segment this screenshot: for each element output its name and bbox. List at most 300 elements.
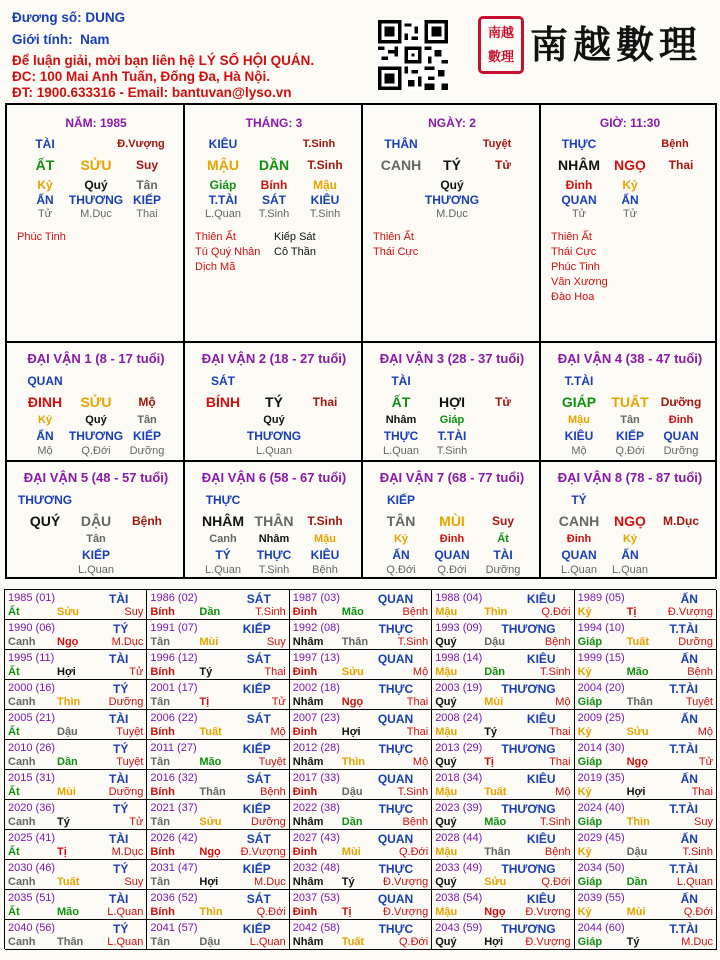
luck-branch: TUẤT <box>611 394 649 410</box>
year-branch: Tuất <box>341 936 365 948</box>
year-label: 2042 (58) <box>292 922 340 934</box>
year-branch: Dần <box>57 756 78 768</box>
year-life-stage: Bệnh <box>544 636 571 648</box>
year-life-stage: Đ.Vượng <box>383 876 429 888</box>
year-stem: Bính <box>150 846 175 858</box>
year-stem: Ất <box>8 666 20 678</box>
luck-title: ĐẠI VẬN 1 (8 - 17 tuổi) <box>27 351 165 366</box>
year-life-stage: Đ.Vượng <box>383 906 429 918</box>
special-star: Dịch Mã <box>195 261 236 273</box>
luck-hidden-god: ẤN <box>36 429 54 443</box>
year-branch: Sửu <box>199 816 222 828</box>
year-branch: Mão <box>484 816 507 828</box>
year-stem: Giáp <box>577 876 603 888</box>
year-branch: Sửu <box>341 666 364 678</box>
luck-hidden-god: KIÊU <box>310 548 340 562</box>
year-life-stage: Mộ <box>697 726 713 738</box>
hidden-stem: Quý <box>440 178 464 192</box>
luck-hidden-god: THƯƠNG <box>246 429 302 443</box>
hidden-ten-god: ẤN <box>36 193 54 207</box>
year-stem: Đinh <box>292 726 318 738</box>
year-label: 2010 (26) <box>8 742 56 754</box>
year-ten-god: ẤN <box>680 712 698 726</box>
year-life-stage: M.Dục <box>111 846 144 858</box>
year-stem: Canh <box>8 696 36 708</box>
luck-stem: NHÂM <box>202 513 244 529</box>
year-label: 2001 (17) <box>150 682 198 694</box>
year-stem: Đinh <box>292 666 318 678</box>
year-ten-god: THƯƠNG <box>501 802 556 816</box>
annual-cell <box>575 740 717 770</box>
year-label: 1989 (05) <box>577 592 625 604</box>
annual-cell <box>432 590 574 620</box>
year-stem: Giáp <box>577 756 603 768</box>
luck-hidden-stem: Mậu <box>568 414 590 426</box>
year-ten-god: THỰC <box>378 862 414 876</box>
brand-calligraphy: 南越數理 <box>530 22 703 67</box>
annual-cell <box>432 920 574 950</box>
year-stem: Giáp <box>577 636 603 648</box>
nap-am-status: Tuyệt <box>482 138 512 150</box>
luck-hidden-stage: T.Sinh <box>258 564 290 576</box>
luck-period-5 <box>7 462 185 579</box>
year-branch: Tý <box>199 666 213 678</box>
year-life-stage: Tuyệt <box>116 756 144 768</box>
year-branch: Tuất <box>626 636 649 648</box>
year-label: 1987 (03) <box>292 592 340 604</box>
luck-branch: THÂN <box>254 513 294 529</box>
hidden-life-stage: Tử <box>37 208 53 220</box>
year-label: 2031 (47) <box>150 862 198 874</box>
life-stage: Thai <box>668 158 694 172</box>
year-branch: Sửu <box>57 606 80 618</box>
annual-cell <box>5 920 147 950</box>
heavenly-stem: NHÂM <box>558 157 600 173</box>
earthly-branch: DẦN <box>258 157 290 173</box>
annual-cell <box>290 650 432 680</box>
year-label: 2030 (46) <box>8 862 56 874</box>
luck-period-4 <box>541 343 715 462</box>
year-stem: Quý <box>435 936 457 948</box>
year-label: 2040 (56) <box>8 922 56 934</box>
year-label: 1992 (08) <box>292 622 340 634</box>
luck-ten-god: T.TÀI <box>564 374 594 388</box>
year-stem: Nhâm <box>292 936 324 948</box>
gender-label: Giới tính: <box>12 32 73 47</box>
annual-cell <box>147 800 289 830</box>
hidden-stem: Đinh <box>565 178 593 192</box>
year-branch: Dần <box>341 816 363 828</box>
annual-cell <box>147 650 289 680</box>
year-branch: Thìn <box>341 756 366 768</box>
luck-ten-god: TÀI <box>391 374 411 388</box>
year-label: 2033 (49) <box>435 862 483 874</box>
luck-title: ĐẠI VẬN 5 (48 - 57 tuổi) <box>23 470 169 485</box>
year-ten-god: KIÊU <box>526 832 556 846</box>
year-ten-god: KIẾP <box>242 682 271 696</box>
year-ten-god: TÝ <box>113 742 129 756</box>
annual-cell <box>432 740 574 770</box>
year-branch: Dậu <box>341 786 363 798</box>
annual-cell <box>147 890 289 920</box>
year-life-stage: Bệnh <box>402 606 429 618</box>
year-life-stage: M.Dục <box>254 876 286 888</box>
special-star: Thái Cực <box>373 246 419 258</box>
year-branch: Tý <box>341 876 355 888</box>
annual-cell <box>575 710 717 740</box>
year-ten-god: T.TÀI <box>669 922 698 936</box>
year-label: 2002 (18) <box>292 682 340 694</box>
year-life-stage: Dưỡng <box>108 696 144 708</box>
year-life-stage: Q.Đới <box>541 876 571 888</box>
luck-hidden-stage: L.Quan <box>255 445 293 457</box>
annual-cell <box>575 590 717 620</box>
year-life-stage: T.Sinh <box>255 606 286 618</box>
annual-cell <box>290 770 432 800</box>
hidden-ten-god: THƯƠNG <box>68 193 124 207</box>
year-ten-god: TÝ <box>113 862 129 876</box>
annual-cell <box>5 770 147 800</box>
year-ten-god: THỰC <box>378 742 414 756</box>
year-stem: Đinh <box>292 606 318 618</box>
annual-cell <box>147 860 289 890</box>
year-ten-god: THƯƠNG <box>501 622 556 636</box>
year-ten-god: TÝ <box>113 802 129 816</box>
year-stem: Canh <box>8 636 36 648</box>
year-ten-god: SÁT <box>246 892 271 906</box>
pillar-title: THÁNG: 3 <box>245 116 303 130</box>
annual-cell <box>432 860 574 890</box>
year-ten-god: KIẾP <box>242 802 271 816</box>
year-branch: Tuất <box>199 726 222 738</box>
annual-cell <box>147 920 289 950</box>
year-stem: Mậu <box>435 726 458 738</box>
year-life-stage: Mộ <box>412 666 429 678</box>
annual-cell <box>290 800 432 830</box>
year-stem: Đinh <box>292 846 318 858</box>
earthly-branch: NGỌ <box>614 157 646 173</box>
luck-life-stage: Suy <box>491 514 515 528</box>
year-ten-god: THƯƠNG <box>501 682 556 696</box>
year-stem: Quý <box>435 876 457 888</box>
year-life-stage: Tử <box>698 756 713 768</box>
year-life-stage: Suy <box>266 636 286 648</box>
annual-cell <box>290 890 432 920</box>
year-branch: Ngọ <box>626 756 648 768</box>
year-label: 2041 (57) <box>150 922 198 934</box>
year-branch: Hợi <box>626 786 646 798</box>
luck-hidden-stem: Đinh <box>566 533 592 545</box>
year-label: 2019 (35) <box>577 772 625 784</box>
year-branch: Dậu <box>57 726 78 738</box>
year-branch: Tuất <box>57 876 80 888</box>
luck-branch: TÝ <box>265 394 283 410</box>
year-branch: Tý <box>626 936 640 948</box>
qr-code[interactable] <box>378 20 448 90</box>
year-ten-god: THƯƠNG <box>501 922 556 936</box>
year-stem: Mậu <box>435 846 458 858</box>
luck-hidden-stem: Đinh <box>668 414 694 426</box>
year-ten-god: SÁT <box>246 592 271 606</box>
year-stem: Ất <box>8 786 20 798</box>
luck-hidden-god: KIẾP <box>615 429 645 443</box>
year-label: 2004 (20) <box>577 682 625 694</box>
year-stem: Ất <box>8 726 20 738</box>
year-life-stage: Mộ <box>270 726 286 738</box>
year-label: 2000 (16) <box>8 682 56 694</box>
luck-hidden-god: QUAN <box>561 548 597 562</box>
year-label: 1996 (12) <box>150 652 198 664</box>
year-ten-god: TÝ <box>113 922 129 936</box>
annual-cell <box>290 620 432 650</box>
luck-hidden-god: KIÊU <box>564 429 594 443</box>
heavenly-stem: ẤT <box>35 157 55 173</box>
luck-hidden-stage: L.Quan <box>611 564 649 576</box>
luck-hidden-god: ẤN <box>392 548 410 562</box>
year-ten-god: KIÊU <box>526 592 556 606</box>
year-stem: Mậu <box>435 666 458 678</box>
year-label: 2008 (24) <box>435 712 483 724</box>
year-ten-god: THƯƠNG <box>501 742 556 756</box>
year-life-stage: Tuyệt <box>685 696 713 708</box>
annual-cell <box>432 710 574 740</box>
year-stem: Canh <box>8 876 36 888</box>
year-label: 2013 (29) <box>435 742 483 754</box>
year-life-stage: M.Dục <box>681 936 713 948</box>
year-label: 1997 (13) <box>292 652 340 664</box>
year-stem: Quý <box>435 816 457 828</box>
year-label: 2034 (50) <box>577 862 625 874</box>
year-life-stage: L.Quan <box>107 906 144 918</box>
year-life-stage: Dưỡng <box>678 636 713 648</box>
year-branch: Mão <box>626 666 649 678</box>
year-label: 1990 (06) <box>8 622 56 634</box>
year-ten-god: TÀI <box>109 712 129 726</box>
hidden-stem: Quý <box>84 178 108 192</box>
luck-hidden-stem: Tân <box>620 414 640 426</box>
year-label: 2032 (48) <box>292 862 340 874</box>
year-ten-god: TÀI <box>109 772 129 786</box>
year-label: 2018 (34) <box>435 772 483 784</box>
luck-hidden-god: TÀI <box>493 548 513 562</box>
annual-cell <box>290 860 432 890</box>
luck-period-8 <box>541 462 715 579</box>
year-stem: Quý <box>435 696 457 708</box>
year-stem: Tân <box>150 876 170 888</box>
year-life-stage: Q.Đới <box>683 906 713 918</box>
year-label: 2023 (39) <box>435 802 483 814</box>
luck-hidden-stage: L.Quan <box>560 564 598 576</box>
luck-stem: QUÝ <box>29 513 61 529</box>
year-branch: Mùi <box>484 696 504 708</box>
header-info <box>12 10 314 101</box>
luck-hidden-stage: Q.Đới <box>81 445 111 457</box>
annual-cell <box>147 770 289 800</box>
pillar-year <box>7 105 185 343</box>
year-stem: Tân <box>150 936 170 948</box>
year-branch: Dần <box>199 606 221 618</box>
annual-cell <box>432 800 574 830</box>
pillar-title: GIỜ: 11:30 <box>599 116 661 130</box>
year-life-stage: Q.Đới <box>398 936 429 948</box>
year-stem: Giáp <box>577 936 603 948</box>
luck-hidden-god: THỰC <box>383 429 419 443</box>
luck-branch: HỢI <box>439 394 465 410</box>
annual-cell <box>5 620 147 650</box>
luck-hidden-stem: Canh <box>209 533 237 545</box>
nap-am-status: Bệnh <box>661 138 689 150</box>
year-life-stage: Q.Đới <box>398 846 429 858</box>
heavenly-stem: MẬU <box>207 157 239 173</box>
luck-hidden-god: KIẾP <box>132 429 162 443</box>
year-branch: Ngọ <box>341 696 364 708</box>
stem-ten-god: THỰC <box>561 137 597 151</box>
year-ten-god: KIÊU <box>526 892 556 906</box>
earthly-branch: TÝ <box>443 157 461 173</box>
year-label: 1986 (02) <box>150 592 198 604</box>
luck-hidden-stage: Q.Đới <box>615 445 645 457</box>
luck-hidden-god: QUAN <box>434 548 470 562</box>
year-life-stage: T.Sinh <box>682 846 713 858</box>
year-label: 2025 (41) <box>8 832 56 844</box>
year-label: 2021 (37) <box>150 802 198 814</box>
year-life-stage: Mộ <box>555 696 571 708</box>
year-ten-god: QUAN <box>377 892 414 906</box>
luck-hidden-stage: Bệnh <box>312 564 338 576</box>
annual-cell <box>147 620 289 650</box>
year-ten-god: TÝ <box>113 622 129 636</box>
luck-stem: BÍNH <box>205 394 241 410</box>
hidden-stem: Tân <box>136 178 158 192</box>
hidden-ten-god: KIẾP <box>132 193 162 207</box>
hidden-ten-god: ẤN <box>621 193 639 207</box>
year-ten-god: TÀI <box>109 892 129 906</box>
year-life-stage: Thai <box>691 786 713 798</box>
year-ten-god: T.TÀI <box>669 862 698 876</box>
luck-hidden-stage: L.Quan <box>382 445 420 457</box>
year-ten-god: ẤN <box>680 892 698 906</box>
year-label: 2014 (30) <box>577 742 625 754</box>
year-branch: Mùi <box>57 786 76 798</box>
year-label: 1993 (09) <box>435 622 483 634</box>
year-stem: Kỷ <box>577 786 592 798</box>
life-stage: Suy <box>135 158 159 172</box>
year-label: 1994 (10) <box>577 622 625 634</box>
annual-cell <box>432 680 574 710</box>
year-branch: Thân <box>199 786 226 798</box>
year-stem: Canh <box>8 936 36 948</box>
year-life-stage: Q.Đới <box>256 906 286 918</box>
year-ten-god: QUAN <box>377 652 414 666</box>
life-stage: T.Sinh <box>307 158 343 172</box>
stem-ten-god: TÀI <box>35 137 55 151</box>
year-life-stage: Q.Đới <box>541 606 571 618</box>
luck-hidden-stage: Mộ <box>571 445 587 457</box>
year-label: 2044 (60) <box>577 922 625 934</box>
special-star: Thiên Ất <box>551 231 592 243</box>
annual-cell <box>5 650 147 680</box>
year-branch: Hợi <box>484 936 504 948</box>
year-stem: Kỷ <box>577 906 592 918</box>
year-life-stage: Thai <box>549 726 571 738</box>
special-star: Kiếp Sát <box>274 231 316 243</box>
luck-title: ĐẠI VẬN 4 (38 - 47 tuổi) <box>557 351 703 366</box>
year-branch: Thân <box>484 846 511 858</box>
year-label: 2038 (54) <box>435 892 483 904</box>
year-label: 2026 (42) <box>150 832 198 844</box>
year-stem: Tân <box>150 696 170 708</box>
luck-life-stage: Mộ <box>138 395 156 409</box>
year-label: 2016 (32) <box>150 772 198 784</box>
year-ten-god: TÀI <box>109 592 129 606</box>
year-branch: Dậu <box>484 636 505 648</box>
gender-value: Nam <box>80 32 110 47</box>
luck-hidden-stem: Quý <box>263 414 285 426</box>
year-life-stage: Đ.Vượng <box>667 606 713 618</box>
luck-hidden-god: T.TÀI <box>437 429 467 443</box>
luck-life-stage: Bệnh <box>132 514 162 528</box>
year-label: 1991 (07) <box>150 622 198 634</box>
year-stem: Quý <box>435 756 457 768</box>
luck-period-7 <box>363 462 541 579</box>
luck-hidden-stage: Q.Đới <box>386 564 416 576</box>
luck-stem: CANH <box>558 513 600 529</box>
year-life-stage: Suy <box>694 816 713 828</box>
year-ten-god: THỰC <box>378 802 414 816</box>
luck-hidden-stage: L.Quan <box>204 564 242 576</box>
annual-cell <box>147 830 289 860</box>
luck-hidden-god: THƯƠNG <box>68 429 124 443</box>
year-branch: Ngọ <box>484 906 506 918</box>
year-stem: Mậu <box>435 906 458 918</box>
life-stage: Tử <box>494 158 512 172</box>
year-branch: Tuất <box>484 786 507 798</box>
year-stem: Ất <box>8 846 20 858</box>
year-label: 2012 (28) <box>292 742 340 754</box>
year-label: 2024 (40) <box>577 802 625 814</box>
year-label: 2029 (45) <box>577 832 625 844</box>
luck-hidden-god: THỰC <box>256 548 292 562</box>
year-label: 2028 (44) <box>435 832 483 844</box>
year-life-stage: Tuyệt <box>258 756 286 768</box>
annual-cell <box>432 770 574 800</box>
hidden-stem: Kỷ <box>622 178 638 192</box>
year-life-stage: Tử <box>129 666 144 678</box>
luck-hidden-stage: Dưỡng <box>485 564 521 576</box>
luck-stem: GIÁP <box>561 394 597 410</box>
annual-cell <box>290 830 432 860</box>
year-ten-god: KIẾP <box>242 862 271 876</box>
luck-life-stage: M.Dục <box>663 514 699 528</box>
annual-cell <box>432 830 574 860</box>
year-stem: Tân <box>150 636 170 648</box>
year-ten-god: SÁT <box>246 712 271 726</box>
contact-line-3: ĐT: 1900.633316 - Email: bantuvan@lyso.vn <box>12 85 292 100</box>
annual-table <box>4 589 716 949</box>
year-life-stage: Thai <box>406 726 429 738</box>
year-stem: Bính <box>150 906 175 918</box>
pillar-hour <box>541 105 715 343</box>
luck-title: ĐẠI VẬN 3 (28 - 37 tuổi) <box>379 351 525 366</box>
annual-cell <box>147 740 289 770</box>
special-star: Thái Cực <box>551 246 597 258</box>
year-stem: Nhâm <box>292 876 324 888</box>
year-stem: Kỷ <box>577 726 592 738</box>
year-branch: Dậu <box>626 846 648 858</box>
year-label: 2022 (38) <box>292 802 340 814</box>
luck-branch: SỬU <box>80 394 112 410</box>
year-ten-god: SÁT <box>246 652 271 666</box>
